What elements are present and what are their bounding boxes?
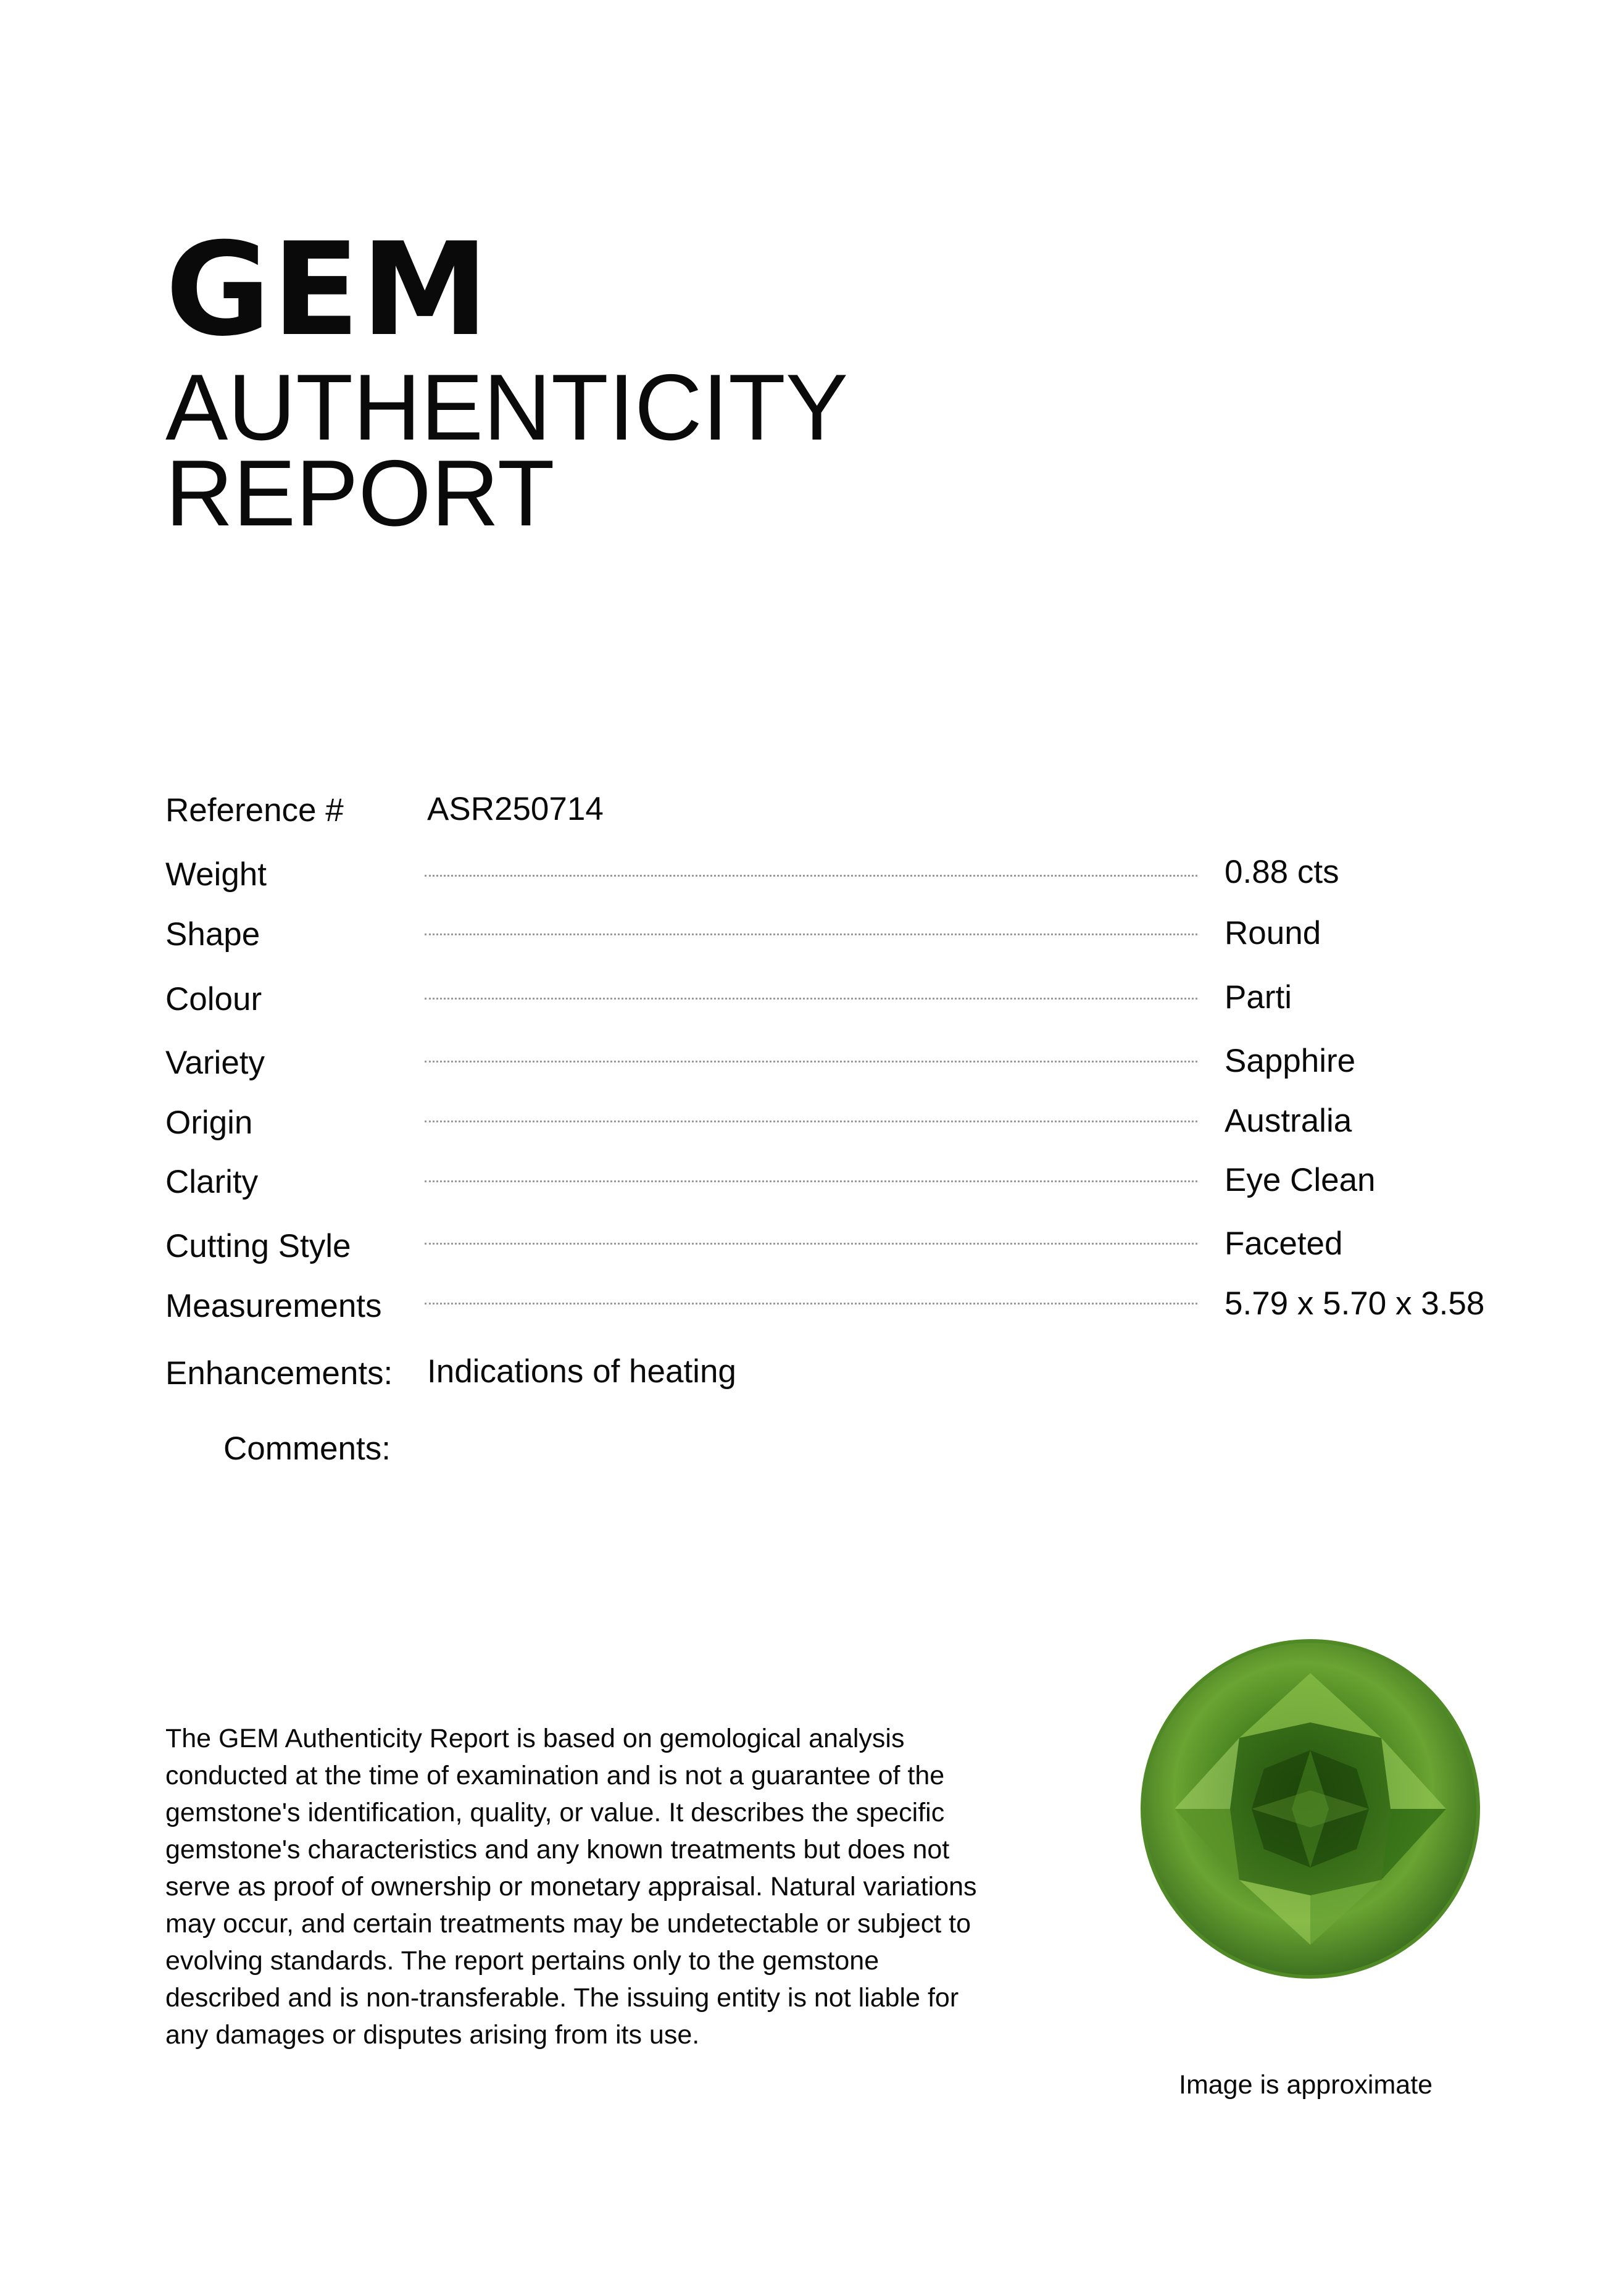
image-caption: Image is approximate [1179, 2070, 1433, 2100]
spec-value: Eye Clean [1225, 1162, 1376, 1198]
reference-label: Reference # [165, 792, 344, 829]
spec-label: Clarity [165, 1164, 259, 1200]
spec-value: Faceted [1225, 1225, 1343, 1262]
subtitle-line-1: AUTHENTICITY [165, 355, 849, 460]
spec-label: Weight [165, 856, 267, 893]
leader-line [425, 875, 1197, 877]
spec-label: Shape [165, 916, 260, 953]
subtitle-line-2: REPORT [165, 441, 555, 546]
leader-line [425, 1243, 1197, 1245]
spec-label: Origin [165, 1104, 253, 1141]
spec-value: Parti [1225, 979, 1292, 1016]
reference-value: ASR250714 [427, 791, 604, 827]
leader-line [425, 998, 1197, 1000]
spec-value: Sapphire [1225, 1043, 1356, 1079]
spec-label: Variety [165, 1045, 265, 1081]
spec-value: Australia [1225, 1103, 1352, 1139]
disclaimer-text: The GEM Authenticity Report is based on gemological analysis conducted at the time of examination and is not a guarantee of the gemstone's identification, quality, or value. It describes the specific gemstone's characteristics and any known treatments but does not serve as proof of ownership or monetary appraisal. Natural variations may occur, and certain treatments may be undetectable or subject to evolving standards. The report pertains only to the gemstone described and is non-transferable. The issuing entity is not liable for any damages or disputes arising from its use. [165, 1724, 977, 2050]
leader-line [425, 1303, 1197, 1305]
spec-label: Measurements [165, 1288, 382, 1324]
spec-label: Colour [165, 981, 262, 1017]
report-title: GEM [165, 215, 490, 365]
gemstone-image [1131, 1630, 1489, 1988]
spec-value: 0.88 cts [1225, 854, 1339, 890]
spec-value: Round [1225, 915, 1321, 951]
leader-line [425, 1061, 1197, 1062]
leader-line [425, 933, 1197, 935]
spec-label: Cutting Style [165, 1228, 351, 1264]
enhancements-label: Enhancements: [165, 1355, 393, 1392]
spec-value: 5.79 x 5.70 x 3.58 [1225, 1285, 1485, 1322]
enhancements-value: Indications of heating [427, 1353, 736, 1390]
comments-label: Comments: [223, 1430, 391, 1467]
leader-line [425, 1121, 1197, 1122]
report-subtitle [165, 355, 849, 546]
leader-line [425, 1180, 1197, 1182]
